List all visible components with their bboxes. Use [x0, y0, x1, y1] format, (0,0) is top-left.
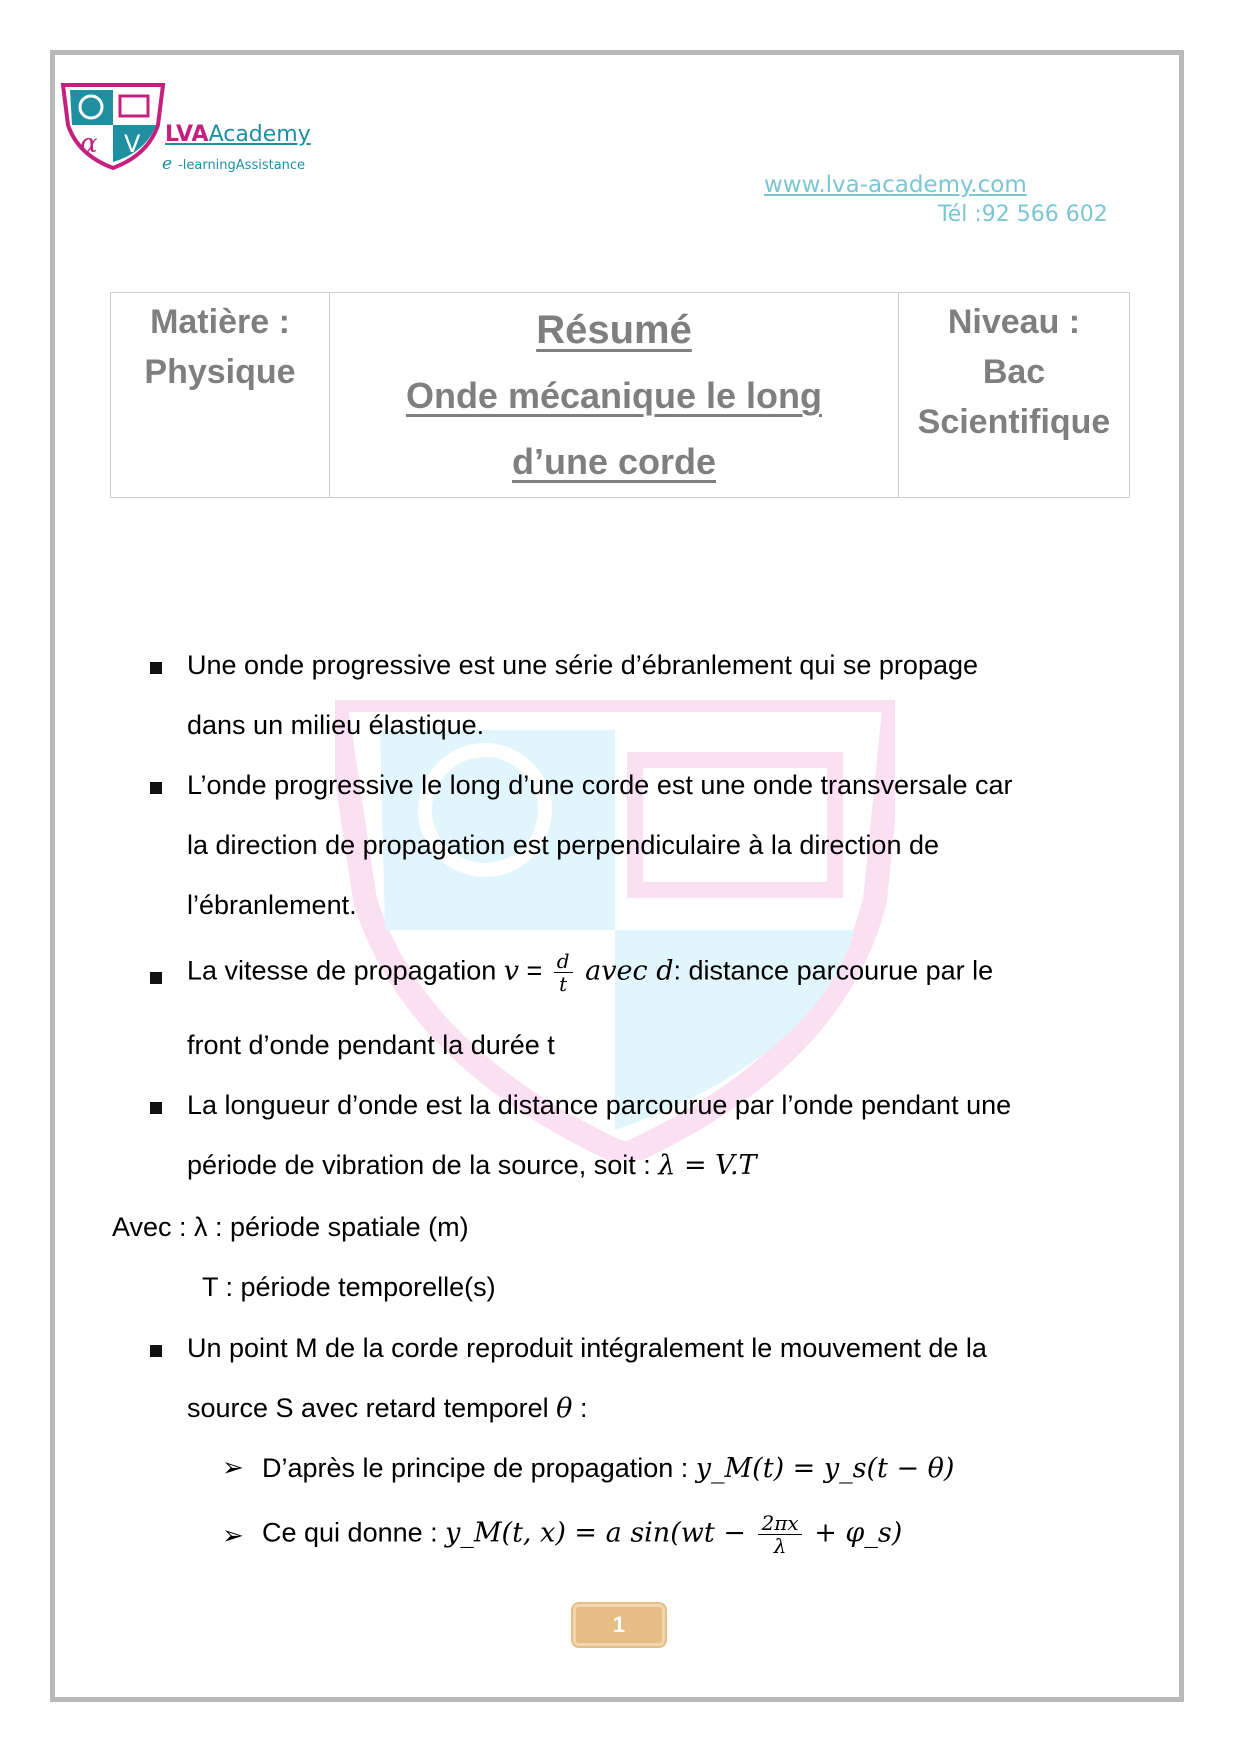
sub2-line [262, 1512, 902, 1557]
bullet1-line2: dans un milieu élastique. [187, 710, 485, 740]
level-cell [899, 293, 1130, 498]
document-subtitle-line2: d’une corde [511, 441, 717, 482]
brand-lva: LVA [165, 122, 209, 147]
brand-academy: Academy [208, 122, 311, 147]
bullet3-line1 [187, 950, 993, 995]
arrow-bullet-icon: ➢ [222, 1520, 244, 1550]
b4-text: période de vibration de la source, soit : [187, 1150, 659, 1180]
bullet4-line1: La longueur d’onde est la distance parcourue par l’onde pendant une [187, 1090, 1012, 1120]
avec-line1: Avec : λ : période spatiale (m) [112, 1212, 469, 1242]
subject-value: Physique [144, 353, 296, 391]
bullet5-line1: Un point M de la corde reproduit intégralement le mouvement de la [187, 1333, 987, 1363]
sub1-formula: y_M(t) = y_s(t − θ) [695, 1453, 955, 1484]
b3-eq: = [519, 955, 550, 986]
bullet2-line3: l’ébranlement. [187, 890, 357, 920]
frac-den: t [559, 972, 568, 996]
bullet5-line2 [187, 1393, 587, 1424]
b4-formula: λ = V.T [658, 1150, 757, 1181]
bullet3-line2: front d’onde pendant la durée t [187, 1030, 555, 1060]
fraction-2pix-over-lambda [758, 1512, 801, 1557]
arrow-bullet-icon: ➢ [222, 1452, 244, 1482]
frac-num: 2πx [758, 1512, 801, 1535]
sub2-formula-post: + φ_s) [805, 1517, 903, 1549]
b3-text: La vitesse de propagation [187, 955, 504, 986]
brand-name [165, 122, 311, 147]
b3-avec: avec d [576, 955, 674, 987]
level-value-scientifique: Scientifique [917, 403, 1111, 441]
level-label: Niveau : [947, 303, 1081, 341]
bullet-icon [150, 662, 162, 674]
subject-label: Matière : [150, 303, 290, 341]
sub1-text: D’après le principe de propagation : [262, 1453, 696, 1483]
bullet2-line1: L’onde progressive le long d’une corde est une onde transversale car [187, 770, 1013, 800]
sub1-line [262, 1453, 954, 1484]
avec-line2: T : période temporelle(s) [202, 1272, 496, 1302]
document-title: Résumé [536, 308, 692, 352]
b5-text: source S avec retard temporel [187, 1393, 557, 1423]
svg-text:α: α [80, 129, 98, 159]
phone-number: Tél :92 566 602 [938, 202, 1108, 227]
brand-tagline [162, 154, 305, 174]
level-value-bac: Bac [982, 353, 1046, 391]
bullet-icon [150, 782, 162, 794]
document-subtitle-line1: Onde mécanique le long [405, 375, 823, 416]
b5-end: : [572, 1393, 588, 1423]
svg-text:V: V [124, 130, 141, 158]
website-link[interactable]: www.lva-academy.com [764, 172, 1027, 198]
tagline-e: e [162, 154, 173, 174]
title-cell [330, 293, 899, 498]
fraction-d-over-t [554, 950, 573, 995]
subject-cell [111, 293, 330, 498]
title-block [110, 292, 1130, 498]
bullet4-line2 [187, 1150, 757, 1181]
bullet1-line1: Une onde progressive est une série d’ébranlement qui se propage [187, 650, 979, 680]
bullet2-line2: la direction de propagation est perpendiculaire à la direction de [187, 830, 939, 860]
bullet-icon [150, 1345, 162, 1357]
bullet-icon [150, 972, 162, 984]
frac-num: d [554, 950, 573, 973]
b3-v: v [503, 955, 519, 987]
bullet-icon [150, 1102, 162, 1114]
shield-logo-icon [58, 80, 168, 170]
b3-post: : distance parcourue par le [673, 955, 994, 986]
frac-den: λ [773, 1534, 787, 1558]
sub2-text: Ce qui donne : [262, 1517, 446, 1548]
sub2-formula-pre: y_M(t, x) = a sin(wt − [445, 1517, 755, 1549]
tagline-text: -learningAssistance [178, 158, 306, 173]
b5-theta: θ [556, 1393, 573, 1424]
page-number: 1 [573, 1604, 665, 1646]
